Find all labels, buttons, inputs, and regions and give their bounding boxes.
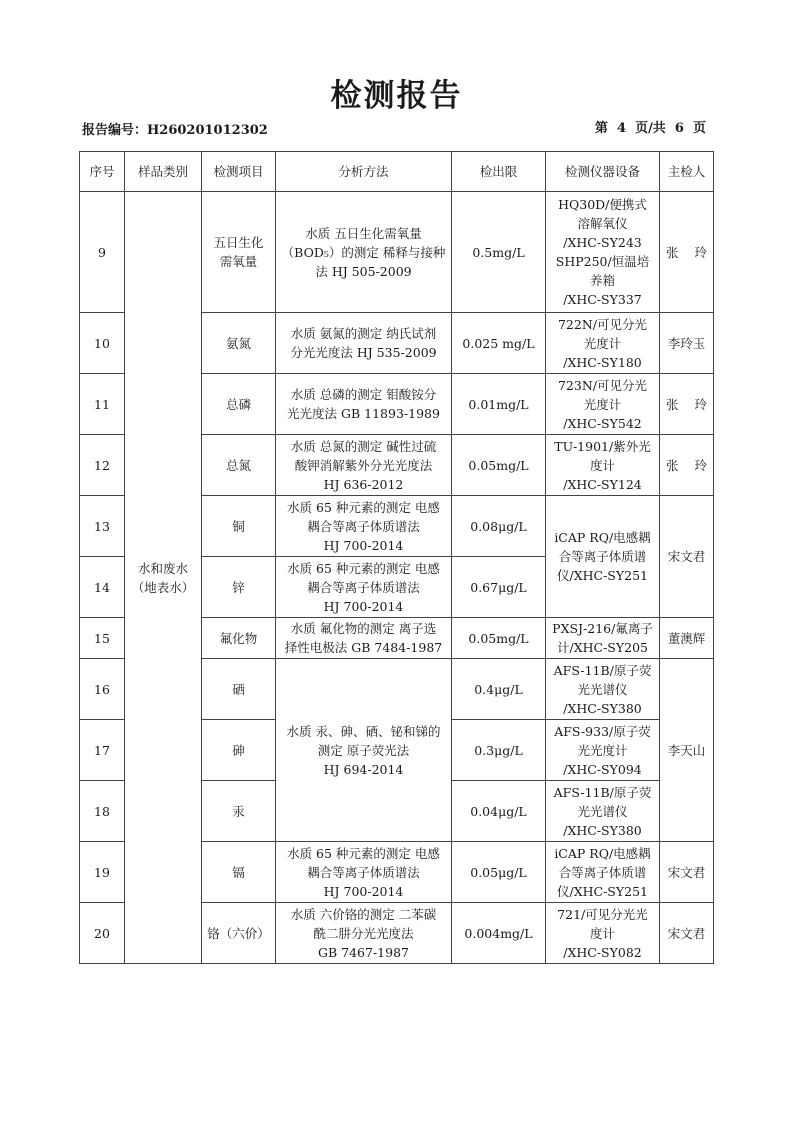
detection-limit: 0.3μg/L — [452, 720, 546, 781]
sample-category: 水和废水 （地表水） — [125, 192, 202, 964]
method: 水质 氨氮的测定 纳氏试剂 分光光度法 HJ 535-2009 — [276, 313, 452, 374]
page-mid: 页/共 — [635, 121, 666, 136]
row-no: 15 — [80, 618, 125, 659]
method: 水质 总氮的测定 碱性过硫 酸钾消解紫外分光光度法 HJ 636-2012 — [276, 435, 452, 496]
instrument: 723N/可见分光 光度计 /XHC-SY542 — [546, 374, 660, 435]
detection-limit: 0.08μg/L — [452, 496, 546, 557]
method: 水质 65 种元素的测定 电感 耦合等离子体质谱法 HJ 700-2014 — [276, 842, 452, 903]
method: 水质 65 种元素的测定 电感 耦合等离子体质谱法 HJ 700-2014 — [276, 496, 452, 557]
instrument: iCAP RQ/电感耦 合等离子体质谱 仪/XHC-SY251 — [546, 496, 660, 618]
header-instrument: 检测仪器设备 — [546, 152, 660, 192]
inspector: 李玲玉 — [660, 313, 714, 374]
detection-limit: 0.04μg/L — [452, 781, 546, 842]
inspector: 董澳辉 — [660, 618, 714, 659]
test-item: 氨氮 — [202, 313, 276, 374]
report-title: 检测报告 — [330, 78, 463, 114]
inspector: 宋文君 — [660, 496, 714, 618]
report-number: 报告编号：H260201012302 — [82, 123, 268, 138]
instrument: HQ30D/便携式 溶解氧仪 /XHC-SY243 SHP250/恒温培 养箱 /XHC-SY337 — [546, 192, 660, 313]
test-item: 五日生化 需氧量 — [202, 192, 276, 313]
row-no: 11 — [80, 374, 125, 435]
test-item: 总磷 — [202, 374, 276, 435]
page-suffix: 页 — [692, 121, 706, 136]
row-no: 14 — [80, 557, 125, 618]
header-inspector: 主检人 — [660, 152, 714, 192]
inspector: 李天山 — [660, 659, 714, 842]
row-no: 20 — [80, 903, 125, 964]
method: 水质 五日生化需氧量 （BOD₅）的测定 稀释与接种 法 HJ 505-2009 — [276, 192, 452, 313]
inspector: 张 玲 — [660, 435, 714, 496]
test-results-table — [79, 151, 714, 964]
test-item: 铜 — [202, 496, 276, 557]
instrument: 721/可见分光光 度计 /XHC-SY082 — [546, 903, 660, 964]
detection-limit: 0.05μg/L — [452, 842, 546, 903]
test-item: 汞 — [202, 781, 276, 842]
detection-limit: 0.025 mg/L — [452, 313, 546, 374]
test-item: 砷 — [202, 720, 276, 781]
detection-limit: 0.05mg/L — [452, 618, 546, 659]
row-no: 13 — [80, 496, 125, 557]
row-no: 10 — [80, 313, 125, 374]
method: 水质 六价铬的测定 二苯碳 酰二肼分光光度法 GB 7467-1987 — [276, 903, 452, 964]
inspector: 张 玲 — [660, 374, 714, 435]
header-detection-limit: 检出限 — [452, 152, 546, 192]
page-prefix: 第 — [594, 121, 608, 136]
detection-limit: 0.67μg/L — [452, 557, 546, 618]
table-row — [80, 192, 714, 313]
detection-limit: 0.4μg/L — [452, 659, 546, 720]
header-row — [80, 152, 714, 192]
instrument: TU-1901/紫外光 度计 /XHC-SY124 — [546, 435, 660, 496]
header-no: 序号 — [80, 152, 125, 192]
inspector: 宋文君 — [660, 903, 714, 964]
test-item: 锌 — [202, 557, 276, 618]
row-no: 17 — [80, 720, 125, 781]
method: 水质 65 种元素的测定 电感 耦合等离子体质谱法 HJ 700-2014 — [276, 557, 452, 618]
test-item: 总氮 — [202, 435, 276, 496]
header-sample-category: 样品类别 — [125, 152, 202, 192]
instrument: PXSJ-216/氟离子 计/XHC-SY205 — [546, 618, 660, 659]
test-item: 铬（六价） — [202, 903, 276, 964]
detection-limit: 0.5mg/L — [452, 192, 546, 313]
header-test-item: 检测项目 — [202, 152, 276, 192]
test-item: 硒 — [202, 659, 276, 720]
detection-limit: 0.05mg/L — [452, 435, 546, 496]
row-no: 12 — [80, 435, 125, 496]
method: 水质 汞、砷、硒、铋和锑的 测定 原子荧光法 HJ 694-2014 — [276, 659, 452, 842]
test-item: 镉 — [202, 842, 276, 903]
row-no: 16 — [80, 659, 125, 720]
row-no: 9 — [80, 192, 125, 313]
instrument: AFS-11B/原子荧 光光谱仪 /XHC-SY380 — [546, 781, 660, 842]
instrument: 722N/可见分光 光度计 /XHC-SY180 — [546, 313, 660, 374]
row-no: 18 — [80, 781, 125, 842]
detection-limit: 0.004mg/L — [452, 903, 546, 964]
test-item: 氟化物 — [202, 618, 276, 659]
detection-limit: 0.01mg/L — [452, 374, 546, 435]
instrument: iCAP RQ/电感耦 合等离子体质谱 仪/XHC-SY251 — [546, 842, 660, 903]
method: 水质 氟化物的测定 离子选 择性电极法 GB 7484-1987 — [276, 618, 452, 659]
page-indicator — [595, 117, 706, 136]
inspector: 宋文君 — [660, 842, 714, 903]
instrument: AFS-933/原子荧 光光度计 /XHC-SY094 — [546, 720, 660, 781]
row-no: 19 — [80, 842, 125, 903]
inspector: 张 玲 — [660, 192, 714, 313]
page-current: 4 — [616, 121, 626, 136]
page-total: 6 — [674, 121, 684, 136]
instrument: AFS-11B/原子荧 光光谱仪 /XHC-SY380 — [546, 659, 660, 720]
method: 水质 总磷的测定 钼酸铵分 光光度法 GB 11893-1989 — [276, 374, 452, 435]
header-method: 分析方法 — [276, 152, 452, 192]
